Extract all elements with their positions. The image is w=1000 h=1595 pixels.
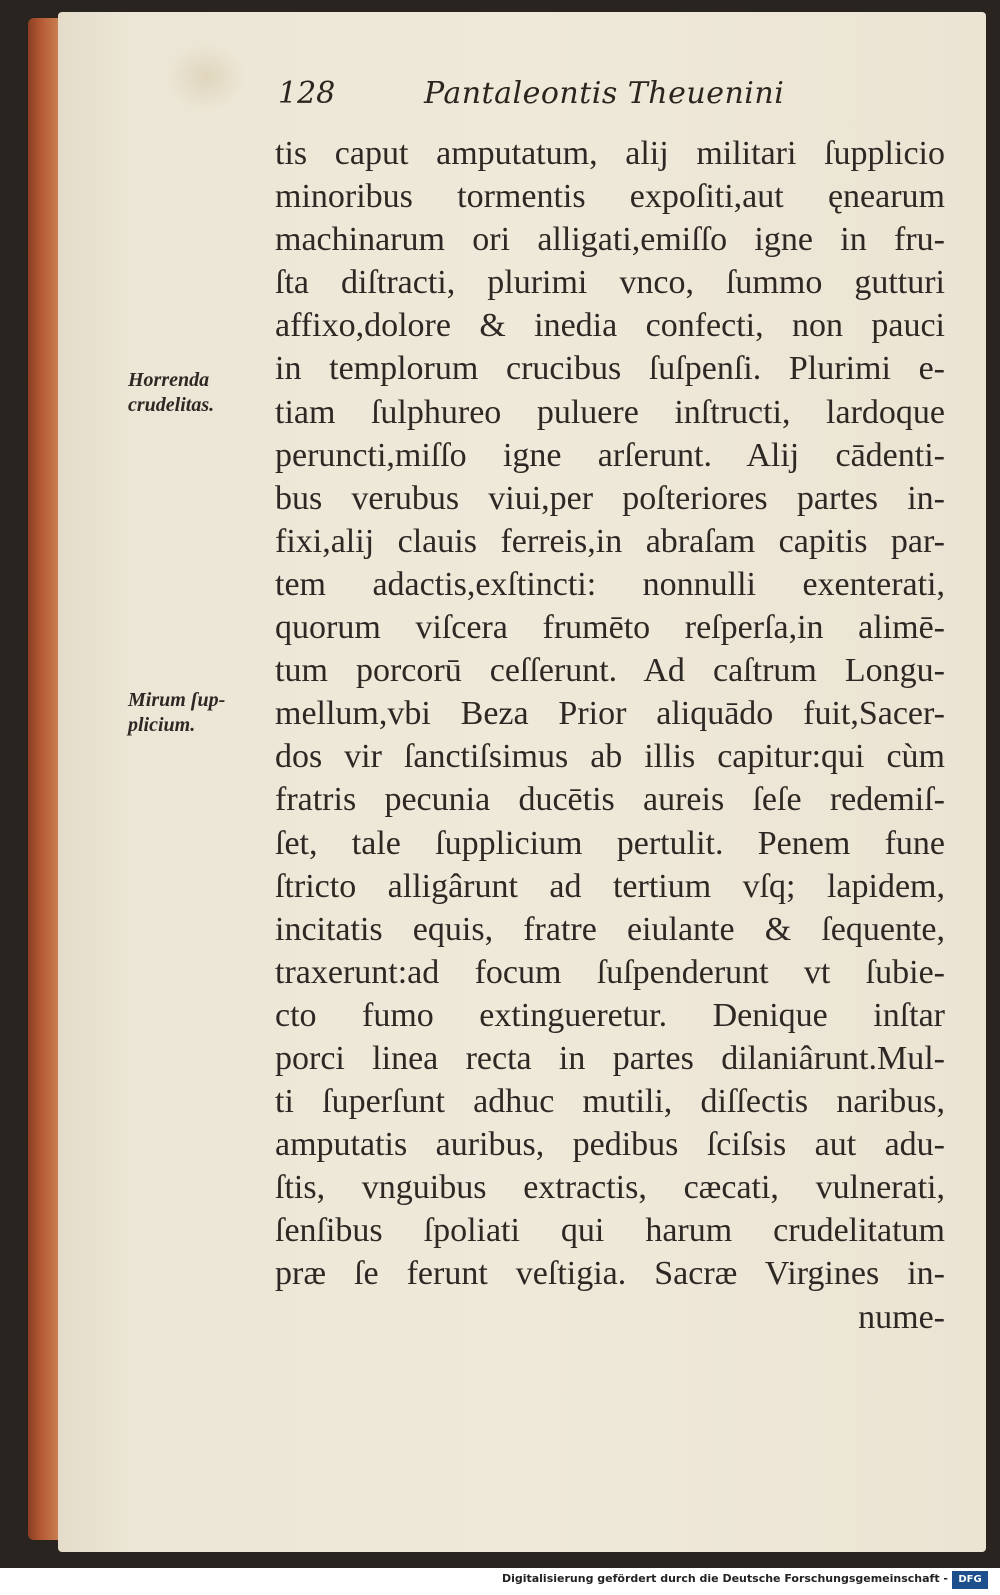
text-line: fixi,alij clauis ferreis,in abraſam capitis par- — [275, 522, 945, 560]
marginal-note-line: Horrenda — [128, 369, 210, 391]
footer-bar — [0, 1568, 1000, 1595]
marginal-note-line: crudelitas. — [128, 394, 215, 416]
text-line: dos vir ſanctiſsimus ab illis capitur:qui cùm — [275, 738, 945, 776]
dfg-logo: DFG — [952, 1571, 988, 1589]
text-line: tis caput amputatum, alij militari ſupplicio — [275, 135, 945, 172]
marginal-note-line: Mirum ſup- — [128, 689, 226, 711]
text-line: affixo,dolore & inedia confecti, non pauci — [275, 307, 945, 345]
text-line: bus verubus viui,per poſteriores partes in- — [275, 479, 945, 517]
text-line: peruncti,miſſo igne arſerunt. Alij cādenti- — [275, 436, 945, 474]
marginal-note-line: plicium. — [128, 714, 196, 736]
text-line: tem adactis,exſtincti: nonnulli exenterati, — [275, 565, 945, 603]
text-line: in templorum crucibus ſuſpenſi. Plurimi e- — [275, 350, 945, 388]
marginal-note-horrenda — [128, 368, 268, 418]
text-line: tum porcorū ceſſerunt. Ad caſtrum Longu- — [275, 652, 945, 690]
text-line: machinarum ori alligati,emiſſo igne in fru- — [275, 221, 945, 259]
body-text — [275, 132, 945, 1339]
text-line: amputatis auribus, pedibus ſciſsis aut adu- — [275, 1126, 945, 1164]
marginal-note-mirum — [128, 688, 268, 738]
text-line: incitatis equis, fratre eiulante & ſequente, — [275, 910, 945, 948]
text-line: traxerunt:ad focum ſuſpenderunt vt ſubie- — [275, 953, 945, 991]
text-line: quorum viſcera frumēto reſperſa,in alimē- — [275, 609, 945, 647]
text-line: ſta diſtracti, plurimi vnco, ſummo gutturi — [275, 264, 945, 302]
text-line: fratris pecunia ducētis aureis ſeſe redemiſ- — [275, 781, 945, 819]
page-header — [278, 76, 958, 120]
text-line: præ ſe ferunt veſtigia. Sacræ Virgines in- — [275, 1255, 945, 1293]
text-line: cto fumo extingueretur. Denique inſtar — [275, 996, 945, 1034]
text-line: ti ſuperſunt adhuc mutili, diſſectis naribus, — [275, 1083, 945, 1121]
digitization-credit: Digitalisierung gefördert durch die Deutsche Forschungsgemeinschaft - — [501, 1572, 948, 1585]
text-line: minoribus tormentis expoſiti,aut ęnearum — [275, 178, 945, 216]
text-line: ſtricto alligârunt ad tertium vſq; lapidem, — [275, 867, 945, 905]
text-line: mellum,vbi Beza Prior aliquādo fuit,Sacer- — [275, 695, 945, 733]
text-line: ſenſibus ſpoliati qui harum crudelitatum — [275, 1212, 945, 1250]
page-number: 128 — [278, 76, 336, 111]
text-line: tiam ſulphureo puluere inſtructi, lardoque — [275, 393, 945, 431]
catchword: nume- — [858, 1298, 945, 1336]
text-line: ſtis, vnguibus extractis, cæcati, vulnerati, — [275, 1169, 945, 1207]
text-line: porci linea recta in partes dilaniârunt.Mul- — [275, 1039, 945, 1077]
text-line: ſet, tale ſupplicium pertulit. Penem fune — [275, 824, 945, 862]
page-stain — [166, 42, 246, 112]
running-head: Pantaleontis Theuenini — [424, 76, 785, 111]
